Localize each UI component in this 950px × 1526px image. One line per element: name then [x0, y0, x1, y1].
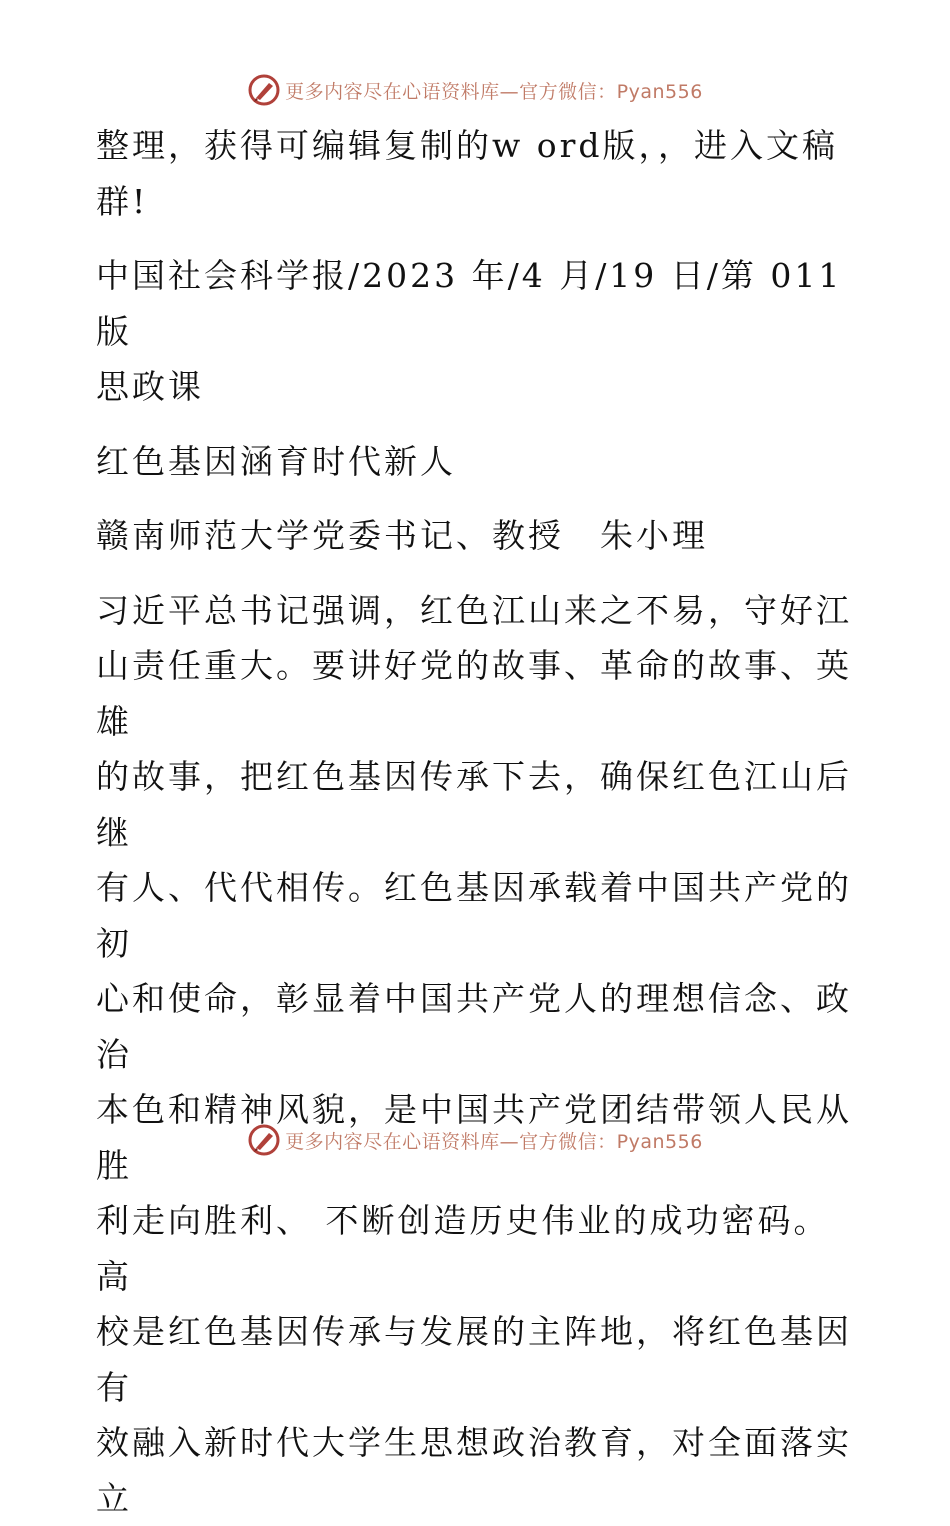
body-line: 的故事，把红色基因传承下去，确保红色江山后继: [96, 757, 852, 852]
body-line: 心和使命，彰显着中国共产党人的理想信念、政治: [96, 979, 852, 1074]
watermark-text: 更多内容尽在心语资料库—官方微信：Pyan556: [285, 80, 703, 103]
body-line: 利走向胜利、 不断创造历史伟业的成功密码。 高: [96, 1201, 830, 1296]
body-line: 习近平总书记强调，红色江山来之不易，守好江: [96, 590, 852, 630]
source-line: 中国社会科学报/2023 年/4 月/19 日/第 011 版: [96, 256, 843, 351]
watermark-header: [0, 70, 950, 110]
watermark-text: 更多内容尽在心语资料库—官方微信：Pyan556: [285, 1130, 703, 1153]
notice-line: 群!: [96, 181, 149, 221]
body-line: 效融入新时代大学生思想政治教育，对全面落实立: [96, 1423, 852, 1518]
article-title: 红色基因涵育时代新人: [96, 441, 456, 481]
body-line: 山责任重大。要讲好党的故事、革命的故事、英雄: [96, 646, 852, 741]
body-line: 校是红色基因传承与发展的主阵地，将红色基因有: [96, 1312, 852, 1407]
notice-line: 整理，获得可编辑复制的w ord版，，进入文稿: [96, 126, 839, 165]
body-line: 本色和精神风貌，是中国共产党团结带领人民从胜: [96, 1090, 852, 1185]
column-name: 思政课: [96, 367, 204, 406]
author-line: 赣南师范大学党委书记、教授 朱小理: [96, 516, 708, 555]
red-pen-logo-icon: [247, 73, 281, 107]
document-body: [96, 118, 856, 1526]
body-line: 有人、代代相传。红色基因承载着中国共产党的初: [96, 868, 852, 963]
watermark-footer: [0, 1120, 950, 1160]
red-pen-logo-icon: [247, 1123, 281, 1157]
